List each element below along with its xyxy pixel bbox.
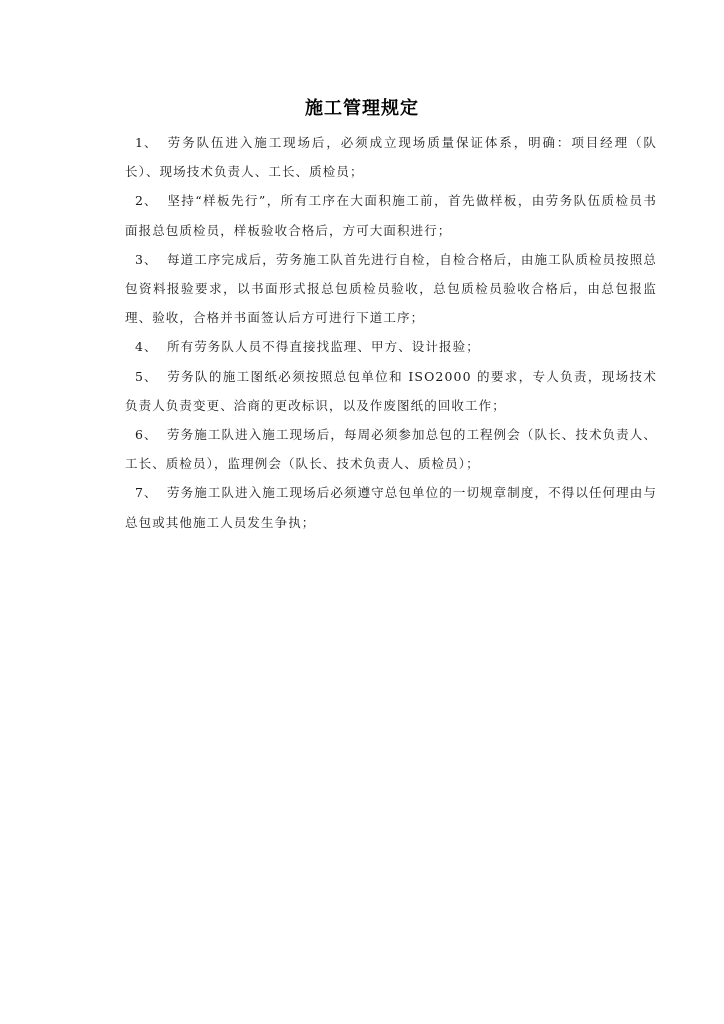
- clause-text: 劳务队的施工图纸必须按照总包单位和 ISO2000 的要求，专人负责，现场技术负责人负责变更、洽商的更改标识，以及作废图纸的回收工作；: [125, 368, 657, 413]
- clause-list: [125, 128, 657, 537]
- clause-1: [125, 128, 657, 186]
- clause-text: 所有劳务队人员不得直接找监理、甲方、设计报验；: [167, 339, 480, 355]
- clause-number: 5、: [135, 368, 158, 384]
- clause-number: 6、: [135, 427, 158, 443]
- clause-5: [125, 362, 657, 420]
- clause-7: [125, 478, 657, 536]
- document-title: 施工管理规定: [305, 98, 419, 119]
- clause-2: [125, 186, 657, 244]
- clause-number: 1、: [135, 135, 158, 150]
- clause-number: 2、: [135, 193, 158, 209]
- clause-text: 坚持“样板先行”，所有工序在大面积施工前，首先做样板，由劳务队伍质检员书面报总包质检员，样板验收合格后，方可大面积进行；: [125, 193, 657, 238]
- clause-number: 3、: [135, 251, 158, 267]
- clause-number: 4、: [135, 339, 158, 355]
- clause-6: [125, 420, 657, 478]
- clause-text: 劳务施工队进入施工现场后必须遵守总包单位的一切规章制度，不得以任何理由与总包或其他施工人员发生争执；: [125, 485, 657, 530]
- clause-text: 劳务队伍进入施工现场后，必须成立现场质量保证体系，明确：项目经理（队长）、现场技术负责人、工长、质检员；: [125, 135, 657, 180]
- clause-number: 7、: [135, 485, 158, 501]
- clause-4: [125, 332, 657, 361]
- clause-text: 每道工序完成后，劳务施工队首先进行自检，自检合格后，由施工队质检员按照总包资料报验要求，以书面形式报总包质检员验收，总包质检员验收合格后，由总包报监理、验收，合格并书面签认后方可进行下道工序；: [125, 251, 657, 326]
- clause-text: 劳务施工队进入施工现场后，每周必须参加总包的工程例会（队长、技术负责人、工长、质检员），监理例会（队长、技术负责人、质检员）；: [125, 427, 657, 472]
- clause-3: [125, 245, 657, 333]
